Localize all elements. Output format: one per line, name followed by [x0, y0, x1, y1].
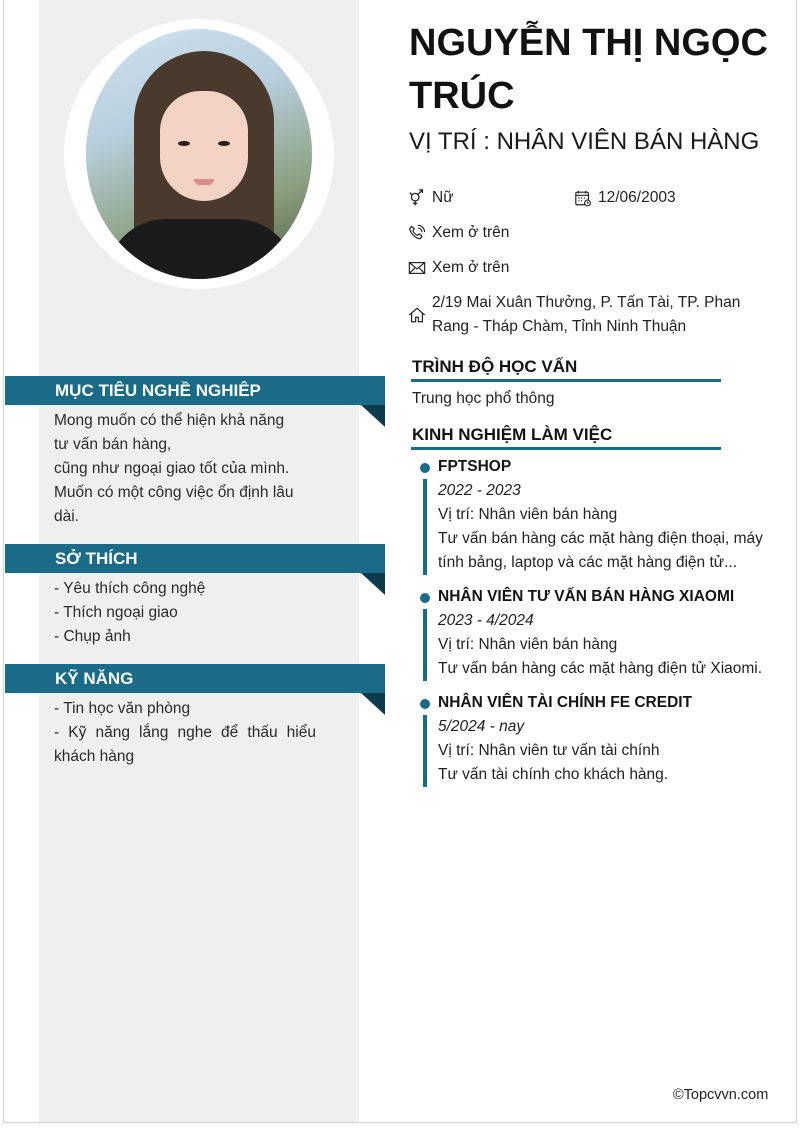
- timeline-dot-icon: [420, 699, 430, 709]
- home-icon: [408, 291, 430, 339]
- calendar-icon: [574, 186, 596, 210]
- address-row: [408, 291, 758, 339]
- job-company: NHÂN VIÊN TÀI CHÍNH FE CREDIT: [438, 694, 693, 711]
- objective-line: Mong muốn có thể hiện khả năng: [54, 412, 285, 429]
- objective-line: tư vấn bán hàng,: [54, 436, 172, 453]
- banner-fold-icon: [361, 573, 385, 595]
- job-entry: [418, 455, 788, 575]
- education-value: Trung học phổ thông: [412, 390, 555, 407]
- objective-line: cũng như ngoại giao tốt của mình.: [54, 460, 290, 477]
- gender-value: Nữ: [432, 189, 454, 206]
- hobby-item: - Yêu thích công nghệ: [54, 580, 206, 597]
- hobby-item: - Chụp ảnh: [54, 628, 131, 645]
- address-value: 2/19 Mai Xuân Thưởng, P. Tấn Tài, TP. Phan Rang - Tháp Chàm, Tỉnh Ninh Thuận: [432, 294, 741, 335]
- birthday-row: [574, 186, 676, 210]
- gender-row: [408, 186, 454, 210]
- timeline-bar: [423, 609, 427, 681]
- experience-heading: KINH NGHIỆM LÀM VIỆC: [411, 423, 721, 450]
- job-company: NHÂN VIÊN TƯ VẤN BÁN HÀNG XIAOMI: [438, 588, 735, 605]
- job-entry: [418, 585, 788, 681]
- job-period: 5/2024 - nay: [438, 718, 525, 735]
- gender-icon: [408, 186, 430, 210]
- copyright: ©Topcvvn.com: [673, 1087, 769, 1103]
- job-role: Vị trí: Nhân viên bán hàng: [438, 506, 618, 523]
- objective-heading: MỤC TIÊU NGHỀ NGHIÊP: [5, 376, 385, 405]
- hobby-item: - Thích ngoại giao: [54, 604, 178, 621]
- job-company: FPTSHOP: [438, 458, 512, 475]
- candidate-name: NGUYỄN THỊ NGỌC TRÚC: [409, 22, 768, 117]
- job-period: 2022 - 2023: [438, 482, 521, 499]
- objective-line: Muốn có một công việc ổn định lâu dài.: [54, 484, 294, 525]
- banner-fold-icon: [361, 693, 385, 715]
- timeline-dot-icon: [420, 463, 430, 473]
- job-entry: [418, 691, 788, 787]
- job-description: Tư vấn bán hàng các mặt hàng điện thoại, máy tính bảng, laptop và các mặt hàng điện tử...: [438, 530, 763, 571]
- skills-list: [54, 697, 316, 769]
- mail-icon: [408, 256, 430, 280]
- objective-text: [54, 409, 316, 529]
- timeline-dot-icon: [420, 593, 430, 603]
- skill-item: - Tin học văn phòng: [54, 700, 191, 717]
- banner-fold-icon: [361, 405, 385, 427]
- email-value: Xem ở trên: [432, 259, 510, 276]
- skill-item: - Kỹ năng lắng nghe để thấu hiểu khách hàng: [54, 724, 316, 765]
- phone-value: Xem ở trên: [432, 224, 510, 241]
- job-role: Vị trí: Nhân viên tư vấn tài chính: [438, 742, 660, 759]
- job-role: Vị trí: Nhân viên bán hàng: [438, 636, 618, 653]
- skills-heading: KỸ NĂNG: [5, 664, 385, 693]
- phone-icon: [408, 221, 430, 245]
- phone-row: [408, 221, 509, 245]
- job-description: Tư vấn bán hàng các mặt hàng điện tử Xiaomi.: [438, 660, 763, 677]
- timeline-bar: [423, 715, 427, 787]
- cv-page: [3, 0, 797, 1123]
- email-row: [408, 256, 509, 280]
- job-description: Tư vấn tài chính cho khách hàng.: [438, 766, 669, 783]
- hobbies-heading: SỞ THÍCH: [5, 544, 385, 573]
- timeline-bar: [423, 479, 427, 575]
- education-heading: TRÌNH ĐỘ HỌC VẤN: [411, 355, 721, 382]
- birthday-value: 12/06/2003: [598, 189, 676, 206]
- job-period: 2023 - 4/2024: [438, 612, 534, 629]
- hobbies-list: [54, 577, 316, 649]
- avatar: [86, 29, 312, 279]
- job-position: VỊ TRÍ : NHÂN VIÊN BÁN HÀNG: [409, 128, 760, 155]
